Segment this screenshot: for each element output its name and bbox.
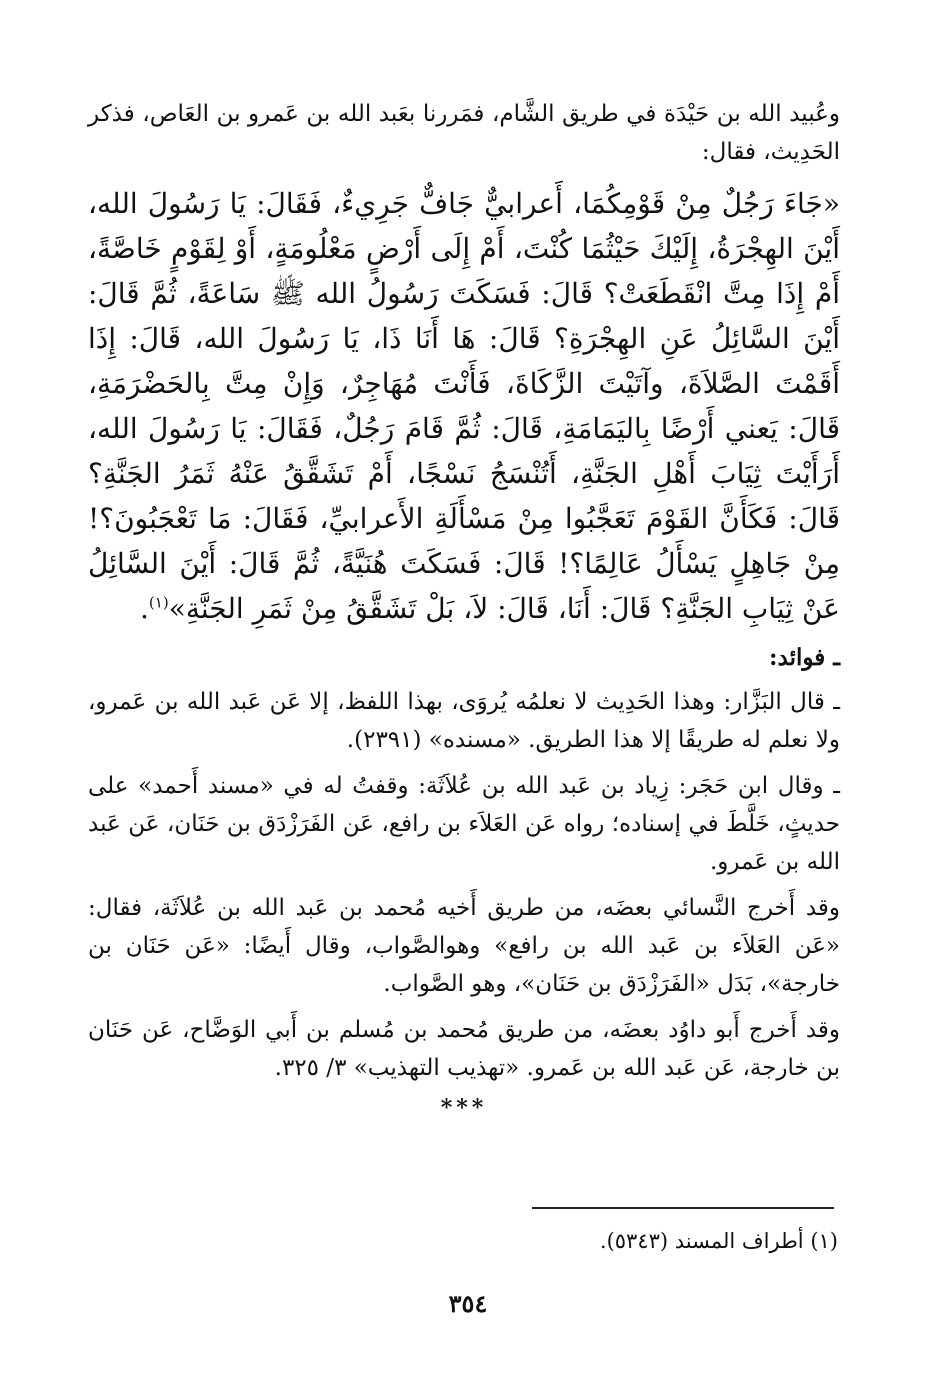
note-bazzar: ـ قال البَزَّار: وهذا الحَدِيث لا نعلمُه يُروَى، بهذا اللفظ، إلا عَن عَبد الله بن عَمرو، ولا نعلم له طريقًا إلا هذا الطريق. «مسنده» (٢٣٩١). (88, 689, 840, 753)
benefits-heading: ـ فوائد: (769, 644, 840, 671)
footnote-divider (532, 1207, 834, 1209)
section-separator: *** (440, 1095, 488, 1121)
page-body (88, 95, 840, 1121)
footnote: (١) أطراف المسند (٥٣٤٣). (599, 1229, 838, 1253)
note-nasai: وقد أَخرج النَّسائي بعضَه، من طريق أَخيه مُحمد بن عَبد الله بن عُلاَثَة، فقال: «عَن العَلاَء بن عَبد الله بن رافع» وهوالصَّواب، وقال أَيضًا: «عَن حَنَان بن خارجة»، بَدَل «الفَرَزْدَق بن حَنَان»، وهو الصَّواب. (88, 895, 840, 997)
note-abu-dawud: وقد أَخرج أَبو داوُد بعضَه، من طريق مُحمد بن مُسلم بن أَبي الوَضَّاح، عَن حَنَان بن خارجة، عَن عَبد الله بن عَمرو. «تهذيب التهذيب» ٣/ ٣٢٥. (88, 1017, 840, 1081)
hadith-body: «جَاءَ رَجُلٌ مِنْ قَوْمِكُمَا، أَعرابيٌّ جَافٌّ جَرِيءٌ، فَقَالَ: يَا رَسُولَ الله، أَيْنَ الهِجْرَةُ، إِلَيْكَ حَيْثُمَا كُنْتَ، أَمْ إِلَى أَرْضٍ مَعْلُومَةٍ، أَوْ لِقَوْمٍ خَاصَّةً، أَمْ إِذَا مِتَّ انْقَطَعَتْ؟ قَالَ: فَسَكَتَ رَسُولُ الله ﷺ سَاعَةً، ثُمَّ قَالَ: أَيْنَ السَّائِلُ عَنِ الهِجْرَةِ؟ قَالَ: هَا أَنَا ذَا، يَا رَسُولَ الله، قَالَ: إِذَا أَقَمْتَ الصَّلاَةَ، وآتَيْتَ الزَّكَاةَ، فَأَنْتَ مُهَاجِرٌ، وَإِنْ مِتَّ بِالحَضْرَمَةِ، قَالَ: يَعني أَرْضًا بِاليَمَامَةِ، قَالَ: ثُمَّ قَامَ رَجُلٌ، فَقَالَ: يَا رَسُولَ الله، أَرَأَيْتَ ثِيَابَ أَهْلِ الجَنَّةِ، أَتُنْسَجُ نَسْجًا، أَمْ تَشَقَّقُ عَنْهُ ثَمَرُ الجَنَّةِ؟ قَالَ: فَكَأَنَّ القَوْمَ تَعَجَّبُوا مِنْ مَسْأَلَةِ الأَعرابيِّ، فَقَالَ: مَا تَعْجَبُونَ؟! مِنْ جَاهِلٍ يَسْأَلُ عَالِمًا؟! قَالَ: فَسَكَتَ هُنَيَّةً، ثُمَّ قَالَ: أَيْنَ السَّائِلُ عَنْ ثِيَابِ الجَنَّةِ؟ قَالَ: أَنَا، قَالَ: لاَ، بَلْ تَشَقَّقُ مِنْ ثَمَرِ الجَنَّةِ» (88, 187, 840, 625)
page-number: ٣٥٤ (448, 1289, 488, 1318)
intro-paragraph: وعُبيد الله بن حَيْدَة في طريق الشَّام، فمَررنا بعَبد الله بن عَمرو بن العَاص، فذكر الحَدِيث، فقال: (88, 101, 840, 165)
note-ibn-hajar: ـ وقال ابن حَجَر: زِياد بن عَبد الله بن عُلاَثَة: وقفتُ له في «مسند أَحمد» على حديثٍ، خَلَّطَ في إسناده؛ رواه عَن العَلاَء بن رافع، عَن الفَرَزْدَق بن حَنَان، عَن عَبد الله بن عَمرو. (88, 773, 840, 875)
hadith-text: «جَاءَ رَجُلٌ مِنْ قَوْمِكُمَا، أَعرابيٌّ جَافٌّ جَرِيءٌ، فَقَالَ: يَا رَسُولَ الله، أَيْنَ الهِجْرَةُ، إِلَيْكَ حَيْثُمَا كُنْتَ، أَمْ إِلَى أَرْضٍ مَعْلُومَةٍ، أَوْ لِقَوْمٍ خَاصَّةً، أَمْ إِذَا مِتَّ انْقَطَعَتْ؟ قَالَ: فَسَكَتَ رَسُولُ الله ﷺ سَاعَةً، ثُمَّ قَالَ: أَيْنَ السَّائِلُ عَنِ الهِجْرَةِ؟ قَالَ: هَا أَنَا ذَا، يَا رَسُولَ الله، قَالَ: إِذَا أَقَمْتَ الصَّلاَةَ، وآتَيْتَ الزَّكَاةَ، فَأَنْتَ مُهَاجِرٌ، وَإِنْ مِتَّ بِالحَضْرَمَةِ، قَالَ: يَعني أَرْضًا بِاليَمَامَةِ، قَالَ: ثُمَّ قَامَ رَجُلٌ، فَقَالَ: يَا رَسُولَ الله، أَرَأَيْتَ ثِيَابَ أَهْلِ الجَنَّةِ، أَتُنْسَجُ نَسْجًا، أَمْ تَشَقَّقُ عَنْهُ ثَمَرُ الجَنَّةِ؟ قَالَ: فَكَأَنَّ القَوْمَ تَعَجَّبُوا مِنْ مَسْأَلَةِ الأَعرابيِّ، فَقَالَ: مَا تَعْجَبُونَ؟! مِنْ جَاهِلٍ يَسْأَلُ عَالِمًا؟! قَالَ: فَسَكَتَ هُنَيَّةً، ثُمَّ قَالَ: أَيْنَ السَّائِلُ عَنْ ثِيَابِ الجَنَّةِ؟ قَالَ: أَنَا، قَالَ: لاَ، بَلْ تَشَقَّقُ مِنْ ثَمَرِ الجَنَّةِ»$^{(١)}$. (88, 187, 840, 625)
footnote-reference[interactable]: (١) (148, 593, 169, 612)
